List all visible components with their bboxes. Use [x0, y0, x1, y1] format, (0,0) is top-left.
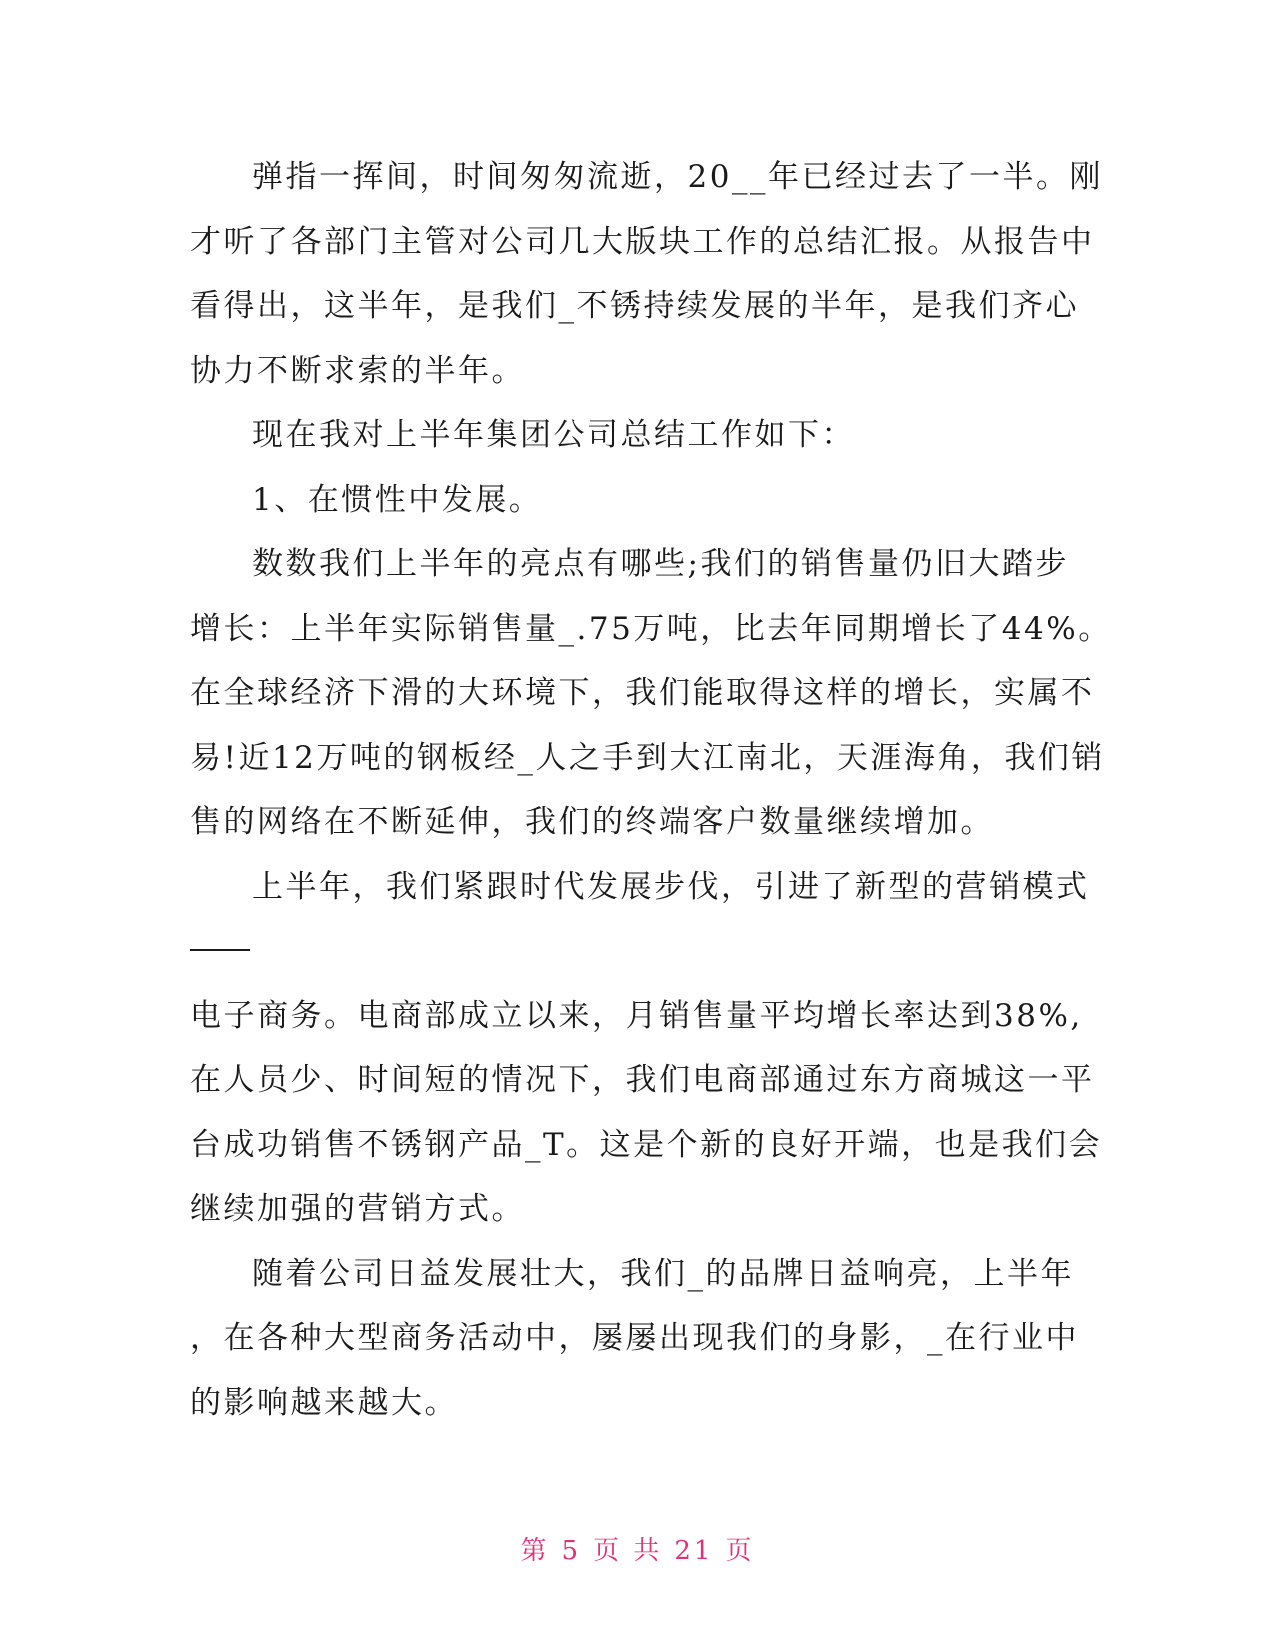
text-line: 弹指一挥间，时间匆匆流逝，20__年已经过去了一半。刚	[252, 159, 1103, 195]
document-body	[190, 145, 1112, 1435]
text-line: 在全球经济下滑的大环境下，我们能取得这样的增长，实属不	[190, 675, 1095, 711]
footer-prefix: 第	[520, 1536, 550, 1566]
text-line: 在人员少、时间短的情况下，我们电商部通过东方商城这一平	[190, 1062, 1095, 1098]
paragraph-new-marketing	[190, 855, 1090, 984]
text-line: 增长：上半年实际销售量_.75万吨，比去年同期增长了44%。	[190, 610, 1112, 647]
text-line: 继续加强的营销方式。	[190, 1191, 525, 1227]
page-number-footer	[0, 1530, 1275, 1567]
text-line: 看得出，这半年，是我们_不锈持续发展的半年，是我们齐心	[190, 288, 1079, 324]
text-line: 电子商务。电商部成立以来，月销售量平均增长率达到38%,	[190, 997, 1083, 1034]
footer-suffix: 页	[725, 1536, 755, 1566]
text-line: 台成功销售不锈钢产品_T。这是个新的良好开端，也是我们会	[190, 1126, 1103, 1163]
paragraph-summary-intro	[190, 403, 1090, 468]
footer-current-page: 5	[561, 1536, 582, 1566]
footer-middle: 页 共	[593, 1536, 663, 1566]
paragraph-intro	[190, 145, 1103, 403]
text-line: 售的网络在不断延伸，我们的终端客户数量继续增加。	[190, 804, 994, 840]
em-dash	[190, 949, 250, 951]
text-line: 协力不断求索的半年。	[190, 352, 525, 389]
paragraph-ecommerce	[190, 984, 1103, 1242]
text-line: 易!近12万吨的钢板经_人之手到大江南北，天涯海角，我们销	[190, 739, 1105, 776]
text-line: 才听了各部门主管对公司几大版块工作的总结汇报。从报告中	[190, 223, 1095, 260]
text-line: 的影响越来越大。	[190, 1384, 458, 1421]
text-line: ，在各种大型商务活动中，屡屡出现我们的身影，_在行业中	[190, 1320, 1079, 1356]
footer-total-pages: 21	[674, 1536, 714, 1566]
text-line: 现在我对上半年集团公司总结工作如下：	[252, 417, 855, 453]
paragraph-brand	[190, 1242, 1090, 1436]
text-line: 随着公司日益发展壮大，我们_的品牌日益响亮，上半年	[252, 1255, 1074, 1292]
text-line: 上半年，我们紧跟时代发展步伐，引进了新型的营销模式	[252, 868, 1090, 905]
text-line: 数数我们上半年的亮点有哪些;我们的销售量仍旧大踏步	[252, 546, 1069, 582]
text-line: 1、在惯性中发展。	[252, 481, 543, 518]
paragraph-sales-highlights	[190, 532, 1112, 855]
section-heading-1	[190, 468, 1090, 533]
em-dash-line	[190, 919, 1090, 984]
